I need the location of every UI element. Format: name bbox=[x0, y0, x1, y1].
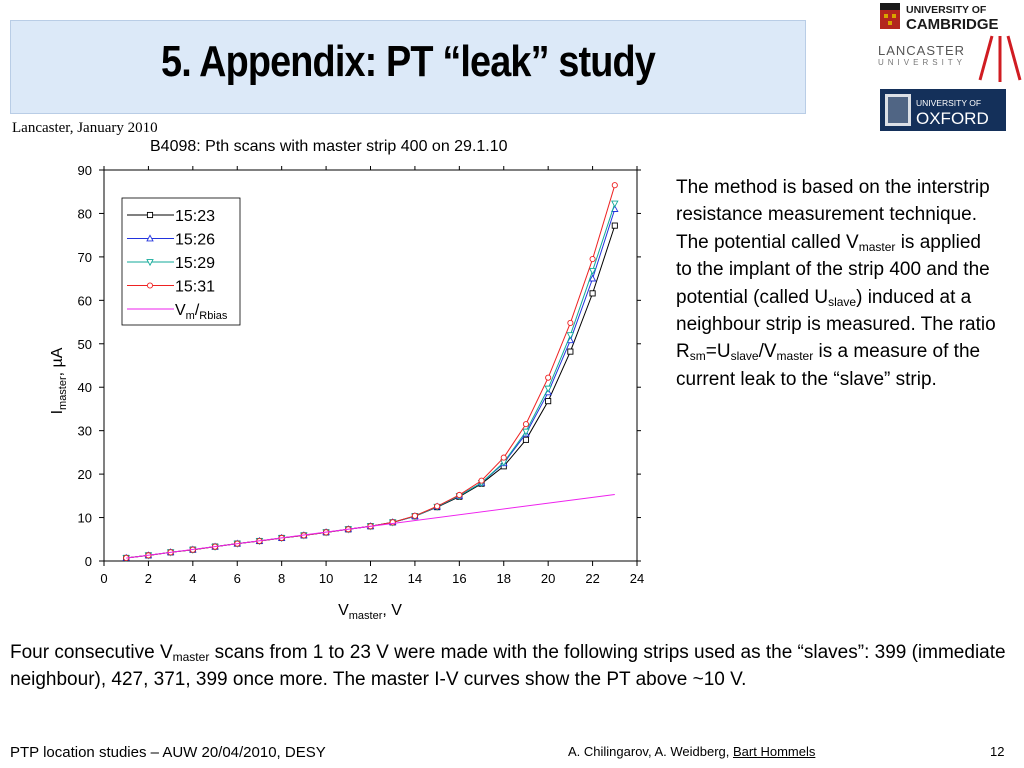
x-tick-label: 6 bbox=[233, 571, 241, 586]
y-tick-label: 40 bbox=[77, 380, 92, 396]
data-point bbox=[457, 492, 462, 497]
y-tick-label: 30 bbox=[77, 423, 92, 439]
data-point bbox=[435, 504, 440, 509]
x-tick-label: 18 bbox=[496, 571, 511, 586]
data-point bbox=[501, 455, 506, 460]
y-tick-label: 60 bbox=[77, 293, 92, 309]
page-number: 12 bbox=[990, 744, 1005, 759]
author-link[interactable]: Bart Hommels bbox=[733, 744, 816, 759]
footer-event: PTP location studies – AUW 20/04/2010, DESY bbox=[10, 744, 326, 761]
data-point bbox=[590, 256, 595, 261]
footer-authors: A. Chilingarov, A. Weidberg, Bart Hommels bbox=[568, 744, 816, 759]
legend-label: 15:23 bbox=[175, 208, 216, 225]
x-tick-label: 0 bbox=[100, 571, 108, 586]
x-tick-label: 22 bbox=[585, 571, 600, 586]
legend-label: 15:26 bbox=[175, 231, 216, 249]
y-tick-label: 20 bbox=[77, 467, 92, 483]
lancaster-line1: LANCASTER bbox=[878, 43, 966, 58]
data-point bbox=[568, 320, 573, 325]
x-tick-label: 4 bbox=[189, 571, 197, 586]
y-tick-label: 90 bbox=[77, 163, 92, 178]
x-tick-label: 2 bbox=[144, 571, 153, 586]
scan-summary: Four consecutive $V_{master}$ scans from 1 to 23 V were made with the following strips used as the “slaves”: 399 (immediate neighbour), 427, 371, 399 once more. The master I-V curves show the PT above ~10 V. bbox=[10, 642, 1006, 690]
data-point bbox=[612, 223, 617, 228]
y-tick-label: 0 bbox=[84, 554, 92, 569]
y-tick-label: 80 bbox=[77, 206, 92, 222]
data-point bbox=[546, 399, 551, 404]
y-tick-label: 10 bbox=[77, 510, 92, 526]
data-point bbox=[546, 375, 551, 380]
x-tick-label: 14 bbox=[407, 571, 423, 586]
chart-legend bbox=[122, 198, 240, 325]
x-tick-label: 20 bbox=[540, 571, 556, 586]
legend-label: 15:29 bbox=[175, 255, 216, 272]
x-axis-label: $V_{master}$, V bbox=[338, 602, 402, 622]
data-point bbox=[412, 513, 417, 518]
date-line: Lancaster, January 2010 bbox=[12, 120, 158, 136]
x-tick-label: 10 bbox=[318, 571, 334, 586]
data-point bbox=[479, 478, 484, 483]
data-point bbox=[612, 201, 618, 207]
oxford-line1: UNIVERSITY OF bbox=[916, 98, 982, 108]
data-point bbox=[590, 291, 595, 296]
oxford-line2: OXFORD bbox=[916, 109, 989, 128]
cambridge-line1: UNIVERSITY OF bbox=[906, 4, 987, 16]
cambridge-line2: CAMBRIDGE bbox=[906, 16, 999, 33]
legend-marker bbox=[147, 283, 152, 288]
lancaster-logo bbox=[878, 36, 1020, 82]
legend-marker bbox=[147, 212, 152, 217]
title-banner bbox=[10, 20, 806, 114]
ohmic-line bbox=[126, 495, 615, 559]
data-point bbox=[612, 183, 617, 188]
y-tick-label: 70 bbox=[77, 249, 92, 265]
x-tick-label: 16 bbox=[452, 571, 467, 586]
iv-chart bbox=[0, 155, 660, 635]
data-point bbox=[523, 437, 528, 442]
chart-title: B4098: Pth scans with master strip 400 on 29.1.10 bbox=[150, 138, 508, 155]
y-axis-label: $I_{master}$, µA bbox=[49, 347, 69, 415]
x-tick-label: 24 bbox=[629, 571, 645, 586]
lancaster-line2: UNIVERSITY bbox=[878, 58, 967, 67]
legend-label: $V_m/_{Rbias}$ bbox=[175, 302, 228, 322]
series-5 bbox=[126, 495, 615, 559]
method-description: The method is based on the interstrip resistance measurement technique. The potential called $V_{master}$ is applied to the implant of the strip 400 and the potential (called $U_{slave}$) induced at a neighbour strip is measured. The ratio $R_{sm}=U_{slave}/V_{master}$ is a measure of the current leak to the “slave” strip. bbox=[676, 177, 996, 390]
x-tick-label: 8 bbox=[278, 571, 286, 586]
university-logos bbox=[876, 0, 1024, 135]
x-tick-label: 12 bbox=[363, 571, 378, 586]
data-point bbox=[523, 422, 528, 427]
oxford-logo bbox=[880, 89, 1006, 131]
cambridge-logo bbox=[880, 3, 999, 33]
slide-title: 5. Appendix: PT “leak” study bbox=[161, 37, 655, 86]
lancaster-mark-icon bbox=[980, 36, 1020, 82]
legend-label: 15:31 bbox=[175, 278, 216, 296]
data-point bbox=[545, 386, 551, 392]
y-tick-label: 50 bbox=[77, 336, 92, 352]
data-point bbox=[568, 349, 573, 354]
